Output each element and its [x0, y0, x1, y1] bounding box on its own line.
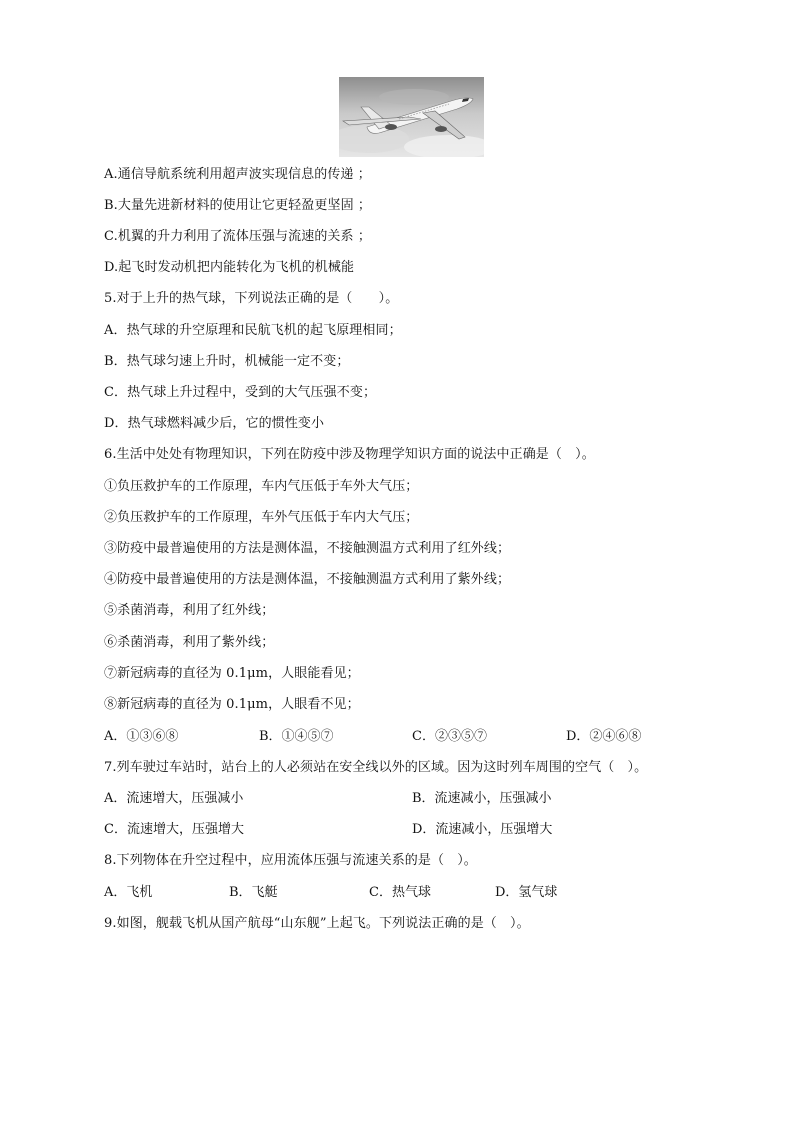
q6-statement-8: ⑧新冠病毒的直径为 0.1μm，人眼看不见；	[104, 697, 360, 712]
airplane-photo	[339, 77, 484, 157]
q6-statement-4: ④防疫中最普遍使用的方法是测体温，不接触测温方式利用了紫外线；	[104, 572, 511, 587]
q4-option-a: A.通信导航系统利用超声波实现信息的传递 ；	[104, 167, 371, 182]
q8-option-a: A．飞机	[104, 885, 153, 900]
q6-option-d: D．②④⑥⑧	[566, 729, 642, 744]
q6-statement-6: ⑥杀菌消毒，利用了紫外线；	[104, 635, 275, 650]
q5-stem: 5.对于上升的热气球，下列说法正确的是（ ）。	[104, 291, 399, 306]
q8-option-d: D．氢气球	[495, 885, 558, 900]
q9-stem: 9.如图，舰载飞机从国产航母“山东舰”上起飞。下列说法正确的是（ ）。	[104, 916, 530, 931]
q6-option-a: A．①③⑥⑧	[104, 729, 179, 744]
q6-option-b: B．①④⑤⑦	[259, 729, 334, 744]
airplane-illustration	[339, 77, 484, 157]
q5-option-d: D．热气球燃料减少后，它的惯性变小	[104, 416, 325, 431]
q6-statement-7: ⑦新冠病毒的直径为 0.1μm，人眼能看见；	[104, 666, 360, 681]
q8-option-b: B．飞艇	[229, 885, 278, 900]
q6-statement-3: ③防疫中最普遍使用的方法是测体温，不接触测温方式利用了红外线；	[104, 541, 511, 556]
q5-option-c: C．热气球上升过程中，受到的大气压强不变；	[104, 385, 377, 400]
q7-stem: 7.列车驶过车站时，站台上的人必须站在安全线以外的区域。因为这时列车周围的空气（ ）。	[104, 760, 648, 775]
q4-option-b: B.大量先进新材料的使用让它更轻盈更坚固 ；	[104, 198, 372, 213]
q8-stem: 8.下列物体在升空过程中，应用流体压强与流速关系的是（ ）。	[104, 853, 477, 868]
q6-option-c: C．②③⑤⑦	[412, 729, 487, 744]
q7-option-d: D．流速减小，压强增大	[412, 822, 553, 837]
q7-option-c: C．流速增大，压强增大	[104, 822, 244, 837]
q5-option-b: B．热气球匀速上升时，机械能一定不变；	[104, 354, 350, 369]
q6-stem: 6.生活中处处有物理知识，下列在防疫中涉及物理学知识方面的说法中正确是（ ）。	[104, 447, 595, 462]
q6-statement-1: ①负压救护车的工作原理，车内气压低于车外大气压；	[104, 479, 419, 494]
q6-statement-5: ⑤杀菌消毒，利用了红外线；	[104, 603, 275, 618]
q5-option-a: A．热气球的升空原理和民航飞机的起飞原理相同；	[104, 323, 402, 338]
q4-option-c: C.机翼的升力利用了流体压强与流速的关系 ；	[104, 229, 371, 244]
q6-statement-2: ②负压救护车的工作原理，车外气压低于车内大气压；	[104, 510, 419, 525]
q7-option-a: A．流速增大，压强减小	[104, 791, 244, 806]
q7-option-b: B．流速减小，压强减小	[412, 791, 552, 806]
q8-option-c: C．热气球	[369, 885, 431, 900]
q4-option-d: D.起飞时发动机把内能转化为飞机的机械能	[104, 260, 355, 275]
